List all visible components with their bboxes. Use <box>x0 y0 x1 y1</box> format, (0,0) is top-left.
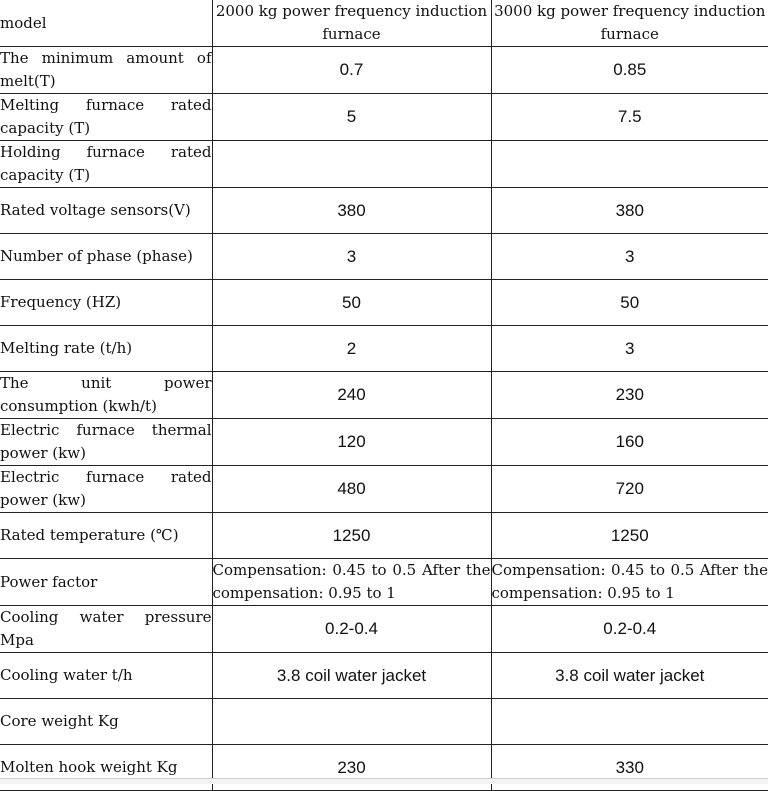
row-value-3000kg: 0.85 <box>491 47 768 94</box>
row-label: Cooling water t/h <box>0 653 212 699</box>
row-value-3000kg: 7.5 <box>491 94 768 141</box>
table-row <box>0 419 768 466</box>
table-row <box>0 653 768 699</box>
table-row <box>0 94 768 141</box>
row-label: Molten hook weight Kg <box>0 745 212 791</box>
row-value-3000kg: 3 <box>491 326 768 372</box>
row-value-3000kg: 50 <box>491 280 768 326</box>
row-value-3000kg: 720 <box>491 466 768 513</box>
row-value-2000kg <box>212 699 491 745</box>
table-row <box>0 234 768 280</box>
row-label: The minimum amount of melt(T) <box>0 47 212 94</box>
row-value-2000kg: 3.8 coil water jacket <box>212 653 491 699</box>
row-label: Melting rate (t/h) <box>0 326 212 372</box>
row-value-2000kg: Compensation: 0.45 to 0.5 After the compensation: 0.95 to 1 <box>212 559 491 606</box>
row-value-3000kg: 380 <box>491 188 768 234</box>
row-value-3000kg: 230 <box>491 372 768 419</box>
row-value-3000kg: 160 <box>491 419 768 466</box>
table-row <box>0 188 768 234</box>
row-value-3000kg <box>491 141 768 188</box>
row-label: Melting furnace rated capacity (T) <box>0 94 212 141</box>
row-value-2000kg <box>212 141 491 188</box>
row-value-3000kg: Compensation: 0.45 to 0.5 After the compensation: 0.95 to 1 <box>491 559 768 606</box>
row-value-3000kg: 3 <box>491 234 768 280</box>
table-row <box>0 466 768 513</box>
row-label: Holding furnace rated capacity (T) <box>0 141 212 188</box>
row-label: Rated temperature (℃) <box>0 513 212 559</box>
row-label: The unit power consumption (kwh/t) <box>0 372 212 419</box>
row-label: Electric furnace thermal power (kw) <box>0 419 212 466</box>
row-label: Electric furnace rated power (kw) <box>0 466 212 513</box>
row-label: Cooling water pressure Mpa <box>0 606 212 653</box>
row-value-2000kg: 120 <box>212 419 491 466</box>
table-row <box>0 280 768 326</box>
row-value-2000kg: 230 <box>212 745 491 791</box>
table-row <box>0 47 768 94</box>
table-row <box>0 326 768 372</box>
row-value-3000kg: 0.2-0.4 <box>491 606 768 653</box>
row-label: Number of phase (phase) <box>0 234 212 280</box>
row-value-3000kg: 1250 <box>491 513 768 559</box>
row-value-2000kg: 380 <box>212 188 491 234</box>
row-value-2000kg: 0.2-0.4 <box>212 606 491 653</box>
row-value-3000kg: 3.8 coil water jacket <box>491 653 768 699</box>
row-label: Power factor <box>0 559 212 606</box>
row-value-3000kg: 330 <box>491 745 768 791</box>
table-row <box>0 559 768 606</box>
row-label: Frequency (HZ) <box>0 280 212 326</box>
row-value-3000kg <box>491 699 768 745</box>
row-value-2000kg: 3 <box>212 234 491 280</box>
row-value-2000kg: 5 <box>212 94 491 141</box>
table-row <box>0 141 768 188</box>
table-row <box>0 699 768 745</box>
row-value-2000kg: 480 <box>212 466 491 513</box>
header-model-label: model <box>0 0 212 47</box>
header-2000kg-furnace: 2000 kg power frequency induction furnace <box>212 0 491 47</box>
row-value-2000kg: 50 <box>212 280 491 326</box>
row-label: Core weight Kg <box>0 699 212 745</box>
row-value-2000kg: 0.7 <box>212 47 491 94</box>
row-label: Rated voltage sensors(V) <box>0 188 212 234</box>
row-value-2000kg: 1250 <box>212 513 491 559</box>
page-bottom-edge <box>0 778 768 784</box>
table-row <box>0 513 768 559</box>
table-row <box>0 606 768 653</box>
row-value-2000kg: 2 <box>212 326 491 372</box>
table-header-row <box>0 0 768 47</box>
row-value-2000kg: 240 <box>212 372 491 419</box>
table-row <box>0 372 768 419</box>
header-3000kg-furnace: 3000 kg power frequency induction furnace <box>491 0 768 47</box>
